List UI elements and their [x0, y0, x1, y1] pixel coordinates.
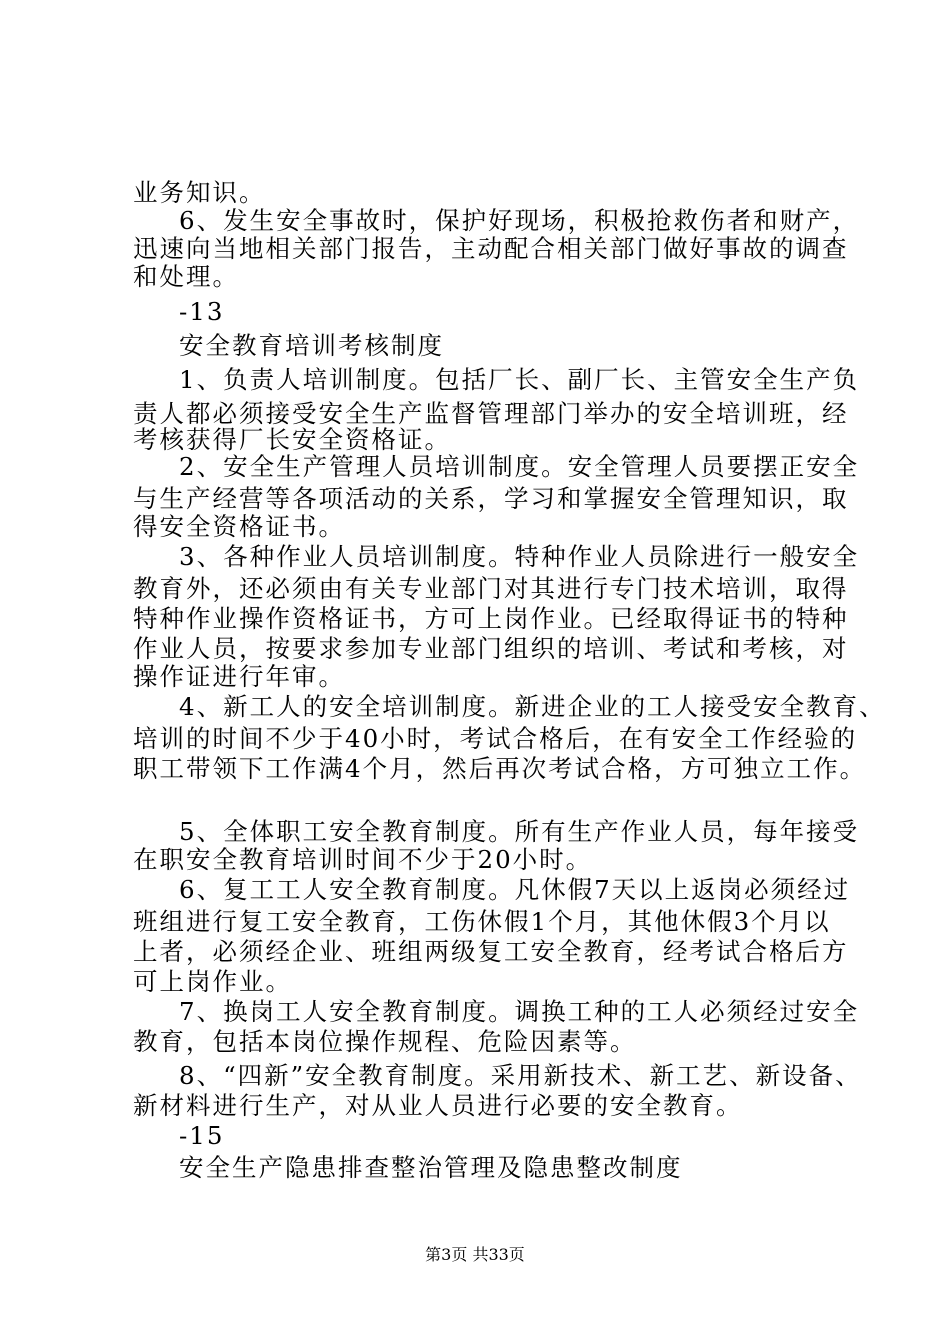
text-line: 得安全资格证书。 — [133, 512, 345, 541]
page-marker: -13 — [179, 297, 225, 326]
text-line: 新材料进行生产，对从业人员进行必要的安全教育。 — [133, 1091, 743, 1120]
text-line: 教育外，还必须由有关专业部门对其进行专门技术培训，取得 — [133, 574, 849, 603]
section-heading: 安全教育培训考核制度 — [179, 331, 444, 360]
section-heading: 安全生产隐患排查整治管理及隐患整改制度 — [179, 1153, 683, 1182]
text-line: 8、“四新”安全教育制度。采用新技术、新工艺、新设备、 — [179, 1061, 862, 1090]
text-line: 可上岗作业。 — [133, 967, 292, 996]
text-line: 2、安全生产管理人员培训制度。安全管理人员要摆正安全 — [179, 452, 860, 481]
text-line: 教育，包括本岗位操作规程、危险因素等。 — [133, 1027, 637, 1056]
text-line: 在职安全教育培训时间不少于20小时。 — [133, 845, 593, 874]
text-line: 6、复工工人安全教育制度。凡休假7天以上返岗必须经过 — [179, 875, 851, 904]
text-line: 职工带领下工作满4个月，然后再次考试合格，方可独立工作。 — [133, 754, 867, 783]
text-line: 上者，必须经企业、班组两级复工安全教育，经考试合格后方 — [133, 937, 849, 966]
text-line: 责人都必须接受安全生产监督管理部门举办的安全培训班，经 — [133, 399, 849, 428]
text-line: 1、负责人培训制度。包括厂长、副厂长、主管安全生产负 — [179, 365, 860, 394]
text-line: 与生产经营等各项活动的关系，学习和掌握安全管理知识，取 — [133, 484, 849, 513]
text-line: 作业人员，按要求参加专业部门组织的培训、考试和考核，对 — [133, 634, 849, 663]
text-line: 和处理。 — [133, 262, 239, 291]
text-line: 4、新工人的安全培训制度。新进企业的工人接受安全教育、 — [179, 692, 886, 721]
text-line: 3、各种作业人员培训制度。特种作业人员除进行一般安全 — [179, 542, 860, 571]
text-line: 迅速向当地相关部门报告，主动配合相关部门做好事故的调查 — [133, 234, 849, 263]
text-line: 7、换岗工人安全教育制度。调换工种的工人必须经过安全 — [179, 997, 860, 1026]
text-line: 5、全体职工安全教育制度。所有生产作业人员，每年接受 — [179, 817, 860, 846]
text-line: 班组进行复工安全教育，工伤休假1个月，其他休假3个月以 — [133, 907, 831, 936]
text-line: 培训的时间不少于40小时，考试合格后，在有安全工作经验的 — [133, 724, 858, 753]
page-marker: -15 — [179, 1121, 225, 1150]
text-line: 考核获得厂长安全资格证。 — [133, 425, 451, 454]
page-footer: 第3页 共33页 — [425, 1245, 525, 1264]
text-line: 业务知识。 — [133, 178, 266, 207]
text-line: 特种作业操作资格证书，方可上岗作业。已经取得证书的特种 — [133, 604, 849, 633]
text-line: 6、发生安全事故时，保护好现场，积极抢救伤者和财产， — [179, 206, 860, 235]
text-line: 操作证进行年审。 — [133, 662, 345, 691]
